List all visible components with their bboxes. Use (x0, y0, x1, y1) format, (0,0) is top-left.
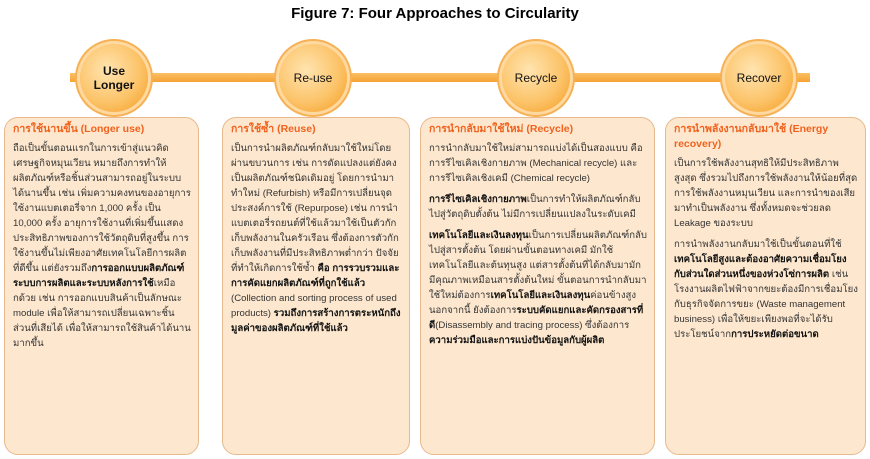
stage-reuse (279, 44, 347, 112)
card-text: เป็นการทำให้ผลิตภัณฑ์กลับไปสู่วัตถุดิบตั้งต้น ไม่มีการเปลี่ยนแปลงในระดับเคมี (429, 194, 641, 220)
card-text-bold: เทคโนโลยีและเงินลงทุน (490, 290, 591, 301)
stage-label: Recycle (514, 71, 558, 85)
card-text: เป็นการเปลี่ยนผลิตภัณฑ์กลับไปสู่สารตั้งต้น โดยผ่านขั้นตอนทางเคมี มักใช้เทคโนโลยีและต้นทุนสูง แต่สารตั้งต้นที่ได้กลับมามักมีคุณภาพเหมือนสารตั้งต้นใหม่ ขั้นตอนการนำกลับมาใช้ใหม่ต้องการ (429, 230, 647, 301)
card-body (231, 141, 402, 336)
card-body (13, 141, 191, 351)
card-body: เป็นการใช้พลังงานสุทธิให้มีประสิทธิภาพสูงสุด ซึ่งรวมไปถึงการใช้พลังงานให้น้อยที่สุด การใช้พลังงานหมุนเวียน และการนำของเสียมาทำเป็นพลังงาน ซึ่งทั้งหมดจะช่วยลด Leakage ของระบบ (674, 158, 858, 229)
stage-label: Recover (736, 71, 782, 85)
card-body (674, 237, 858, 342)
card-text-bold: ความร่วมมือและการแบ่งปันข้อมูลกับผู้ผลิต (429, 335, 605, 346)
card-text-bold: เทคโนโลยีสูงและต้องอาศัยความเชื่อมโยงกับส่วนใดส่วนหนึ่งของห่วงโซ่การผลิต (674, 254, 847, 280)
card-text: (Disassembly and tracing process) ซึ่งต้องการ (435, 320, 630, 331)
card-text-bold: การประหยัดต่อขนาด (731, 329, 819, 340)
card-heading: การนำพลังงานกลับมาใช้ (Energy recovery) (674, 123, 829, 150)
card-recover (665, 117, 866, 455)
timeline-bar (70, 73, 810, 82)
card-text-bold: การออกแบบผลิตภัณฑ์ ระบบการผลิตและระบบหลังการใช้ (13, 263, 185, 289)
card-text: ค่อนข้างสูง นอกจากนี้ ยังต้องการ (429, 290, 637, 316)
stage-label-line1: Use (102, 64, 125, 78)
card-reuse (222, 117, 410, 455)
card-text: เหมือกด้วย เช่น การออกแบบสินค้าเป็นลักษณะ module เพื่อให้สามารถเปลี่ยนเฉพาะชิ้นส่วนที่เสียได้ เพื่อให้สามารถใช้สินค้าได้นานมากขึ้น (13, 278, 191, 349)
card-text: ถือเป็นขั้นตอนแรกในการเข้าสู่แนวคิดเศรษฐกิจหมุนเวียน หมายถึงการทำให้ผลิตภัณฑ์หรือชิ้นส่วนสามารถอยู่ในระบบได้นานขึ้น เช่น เพิ่มความคงทนของอายุการใช้งานแบตเตอรี่จาก 1,000 ครั้ง เป็น 10,000 ครั้ง อายุการใช้งานที่เพิ่มขึ้นแสดงประสิทธิภาพของการใช้วัตถุดิบที่สูงขึ้น การใช้งานขึ้นไม่เพียงอาศัยเทคโนโลยีการผลิตที่ดีขึ้น แต่ยังรวมถึง (13, 143, 191, 274)
card-text: เช่น โรงงานผลิตไฟฟ้าจากขยะต้องมีการเชื่อมโยงกับธุรกิจจัดการขยะ (Waste management business) เพื่อให้ขยะเพียงพอที่จะได้รับประโยชน์จาก (674, 269, 858, 340)
card-recycle (420, 117, 655, 455)
stage-recycle (502, 44, 570, 112)
stage-label-line2: Longer (93, 78, 135, 92)
card-text-bold: เทคโนโลยีและเงินลงทุน (429, 230, 529, 241)
stage-use-longer (80, 44, 148, 112)
card-text-bold: คือ การรวบรวมและการคัดแยกผลิตภัณฑ์ที่ถูกใช้แล้ว (231, 263, 400, 289)
card-text-bold: รวมถึงการสร้างการตระหนักถึงมูลค่าของผลิตภัณฑ์ที่ใช้แล้ว (231, 308, 401, 334)
card-text: เป็นการนำผลิตภัณฑ์กลับมาใช้ใหม่โดยผ่านขบวนการ เช่น การดัดแปลงแต่ยังคงเป็นผลิตภัณฑ์ชนิดเดิมอยู่ โดยการนำมาทำใหม่ (Refurbish) หรือมีการเปลี่ยนจุดประสงค์การใช้ (Repurpose) เช่น การนำแบตเตอรี่รถยนต์ที่ใช้แล้วมาใช้เป็นตัวกักเก็บพลังงานในครัวเรือน ซึ่งต้องการตัวกักเก็บพลังงานที่มีประสิทธิภาพต่ำกว่า ปัจจัยที่ทำให้เกิดการใช้ซ้ำ (231, 143, 399, 274)
card-text: การนำพลังงานกลับมาใช้เป็นขั้นตอนที่ใช้ (674, 239, 842, 250)
stage-label: Re-use (293, 71, 333, 85)
card-text: (Collection and sorting process of used products) (231, 293, 397, 319)
card-text-bold: การรีไซเคิลเชิงกายภาพ (429, 194, 527, 205)
card-body: การนำกลับมาใช้ใหม่สามารถแบ่งได้เป็นสองแบบ คือ การรีไซเคิลเชิงกายภาพ (Mechanical recycle) และการรีไซเคิลเชิงเคมี (Chemical recycle) (429, 143, 643, 184)
stage-recover (725, 44, 793, 112)
card-longer-use (4, 117, 199, 455)
card-body (429, 192, 647, 222)
card-heading: การใช้นานขึ้น (Longer use) (13, 123, 145, 135)
card-heading: การใช้ซ้ำ (Reuse) (231, 123, 316, 135)
card-heading: การนำกลับมาใช้ใหม่ (Recycle) (429, 123, 574, 135)
card-body (429, 228, 647, 348)
card-text-bold: ระบบคัดแยกและคัดกรองสารที่ดี (429, 305, 644, 331)
figure-title: Figure 7: Four Approaches to Circularity (291, 5, 579, 22)
